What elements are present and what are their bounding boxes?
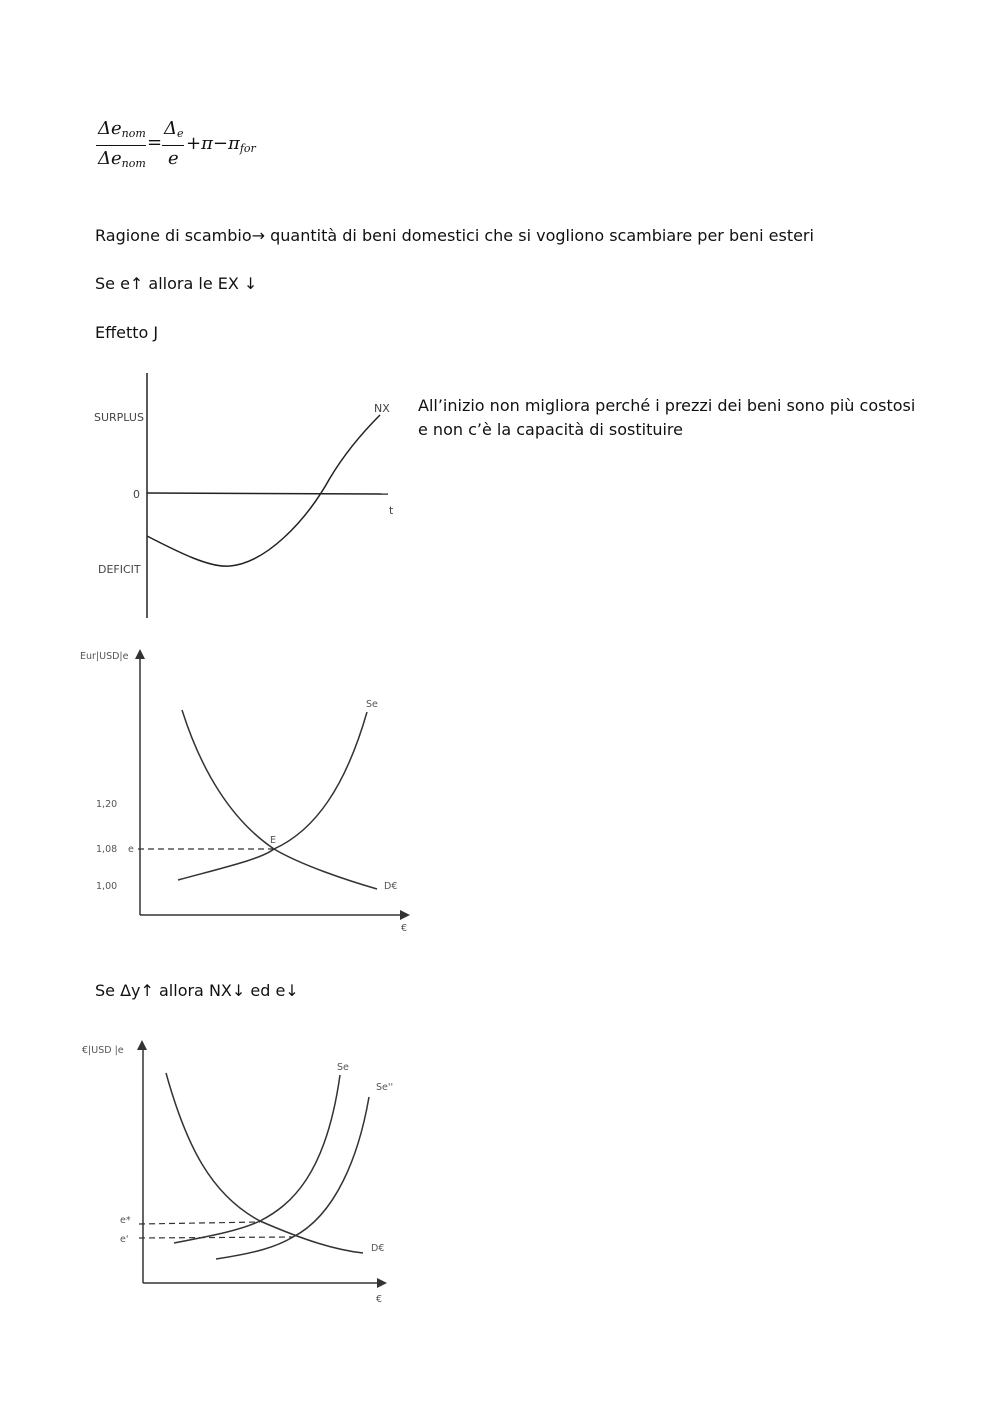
se-curve xyxy=(178,712,367,880)
surplus-label: SURPLUS xyxy=(94,411,144,424)
se-label: Se xyxy=(366,699,378,710)
demand-label: D€ xyxy=(384,881,398,892)
exchange-rate-shift-chart xyxy=(76,1035,396,1305)
chart1-y-label: Eur|USD|e xyxy=(80,651,129,662)
demand-label-2: D€ xyxy=(371,1243,385,1254)
j-curve-chart xyxy=(90,368,410,623)
chart2-x-label: € xyxy=(376,1294,383,1305)
se-label-2: Se xyxy=(337,1062,349,1073)
formula-rhs-numerator: $\Delta_e$ xyxy=(164,118,184,140)
formula-lhs-bar xyxy=(96,145,146,146)
deficit-label: DEFICIT xyxy=(98,563,141,576)
nx-curve xyxy=(147,415,380,566)
tick-1-08: 1,08 xyxy=(96,844,118,855)
zero-label: 0 xyxy=(133,488,140,501)
chart2-x-arrow-icon xyxy=(377,1278,387,1288)
formula-rhs-denominator: e xyxy=(168,148,179,169)
equilibrium-label: E xyxy=(270,835,277,846)
formula-rhs-bar xyxy=(162,145,184,146)
effetto-j-heading: Effetto J xyxy=(95,323,159,342)
e-star-dashed-line xyxy=(139,1222,260,1224)
e-star-label: e* xyxy=(120,1215,131,1226)
e-mark: e xyxy=(128,844,134,855)
demand-curve xyxy=(182,710,377,889)
chart2-y-label: €|USD |e xyxy=(82,1045,124,1056)
t-axis-label: t xyxy=(389,504,394,517)
e-prime-label: e' xyxy=(120,1234,129,1245)
exchange-rate-formula xyxy=(96,118,276,178)
e-prime-dashed-line xyxy=(139,1237,293,1238)
se-delta-y-text: Se Δy↑ allora NX↓ ed e↓ xyxy=(95,981,299,1000)
tick-1-00: 1,00 xyxy=(96,881,118,892)
tick-1-20: 1,20 xyxy=(96,799,118,810)
formula-equals: = xyxy=(147,132,163,153)
formula-lhs-numerator: $\Delta e_{nom}$ xyxy=(98,118,146,140)
formula-lhs-denominator: $\Delta e_{nom}$ xyxy=(98,148,146,170)
nx-label: NX xyxy=(374,402,390,415)
demand-curve-2 xyxy=(166,1073,363,1253)
se-e-text: Se e↑ allora le EX ↓ xyxy=(95,274,258,293)
chart1-y-arrow-icon xyxy=(135,649,145,659)
exchange-rate-chart xyxy=(76,645,416,937)
formula-rest: $+\pi-\pi_{for}$ xyxy=(186,133,256,155)
chart2-y-arrow-icon xyxy=(137,1040,147,1050)
chart1-x-label: € xyxy=(401,923,408,934)
j-curve-zero-line xyxy=(147,493,388,494)
j-curve-explanation: All’inizio non migliora perché i prezzi dei beni sono più costosi e non c’è la capacità di sostituire xyxy=(418,396,916,439)
chart1-x-arrow-icon xyxy=(400,910,410,920)
se-shifted-label: Se'' xyxy=(376,1082,394,1093)
ragione-di-scambio-text: Ragione di scambio→ quantità di beni domestici che si vogliono scambiare per beni esteri xyxy=(95,226,814,245)
